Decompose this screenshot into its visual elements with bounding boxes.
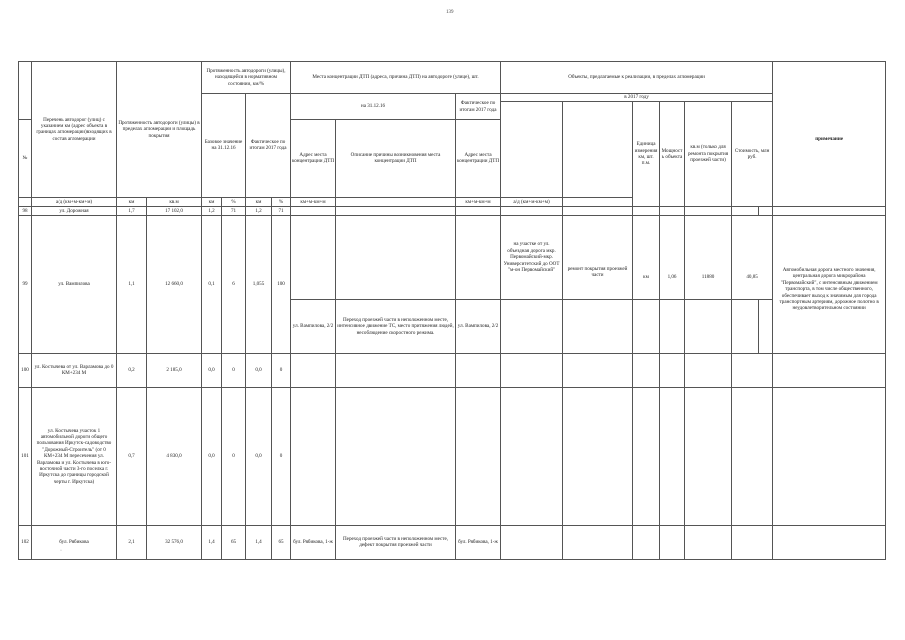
row-99-note: Автомобильная дорога местного значения, центральная дорога микрорайона "Первомайский", с интенсивным движением транспорта, в том числе общественного, обеспечивает выход к значимым для города транспортным артериям, дорожное полотно в неудовлетворительном состоянии <box>773 215 886 353</box>
row-98-base-km: 1,2 <box>202 206 222 215</box>
unit-dtp-addr2: км+м-км+м <box>456 197 501 206</box>
row-99-sqm: 11880 <box>685 215 732 299</box>
row-102-fact-km: 1,4 <box>246 525 272 559</box>
row-99-base-km: 0,1 <box>202 215 222 353</box>
row-102-base-pct: 65 <box>222 525 246 559</box>
row-98-km: 1,7 <box>117 206 147 215</box>
row-102-km: 2,1 <box>117 525 147 559</box>
row-100-fact-pct: 0 <box>272 353 291 387</box>
row-99-no: 99 <box>19 215 32 353</box>
header-obj-addr-top <box>501 102 563 198</box>
row-101-fact-km: 0,0 <box>246 387 272 525</box>
row-102-dtp-addr: бул. Рябикова, 1-ж <box>291 525 336 559</box>
row-101-no: 101 <box>19 387 32 525</box>
row-99-name: ул. Вампилова <box>32 215 117 353</box>
row-101-base-pct: 0 <box>222 387 246 525</box>
row-100-no: 100 <box>19 353 32 387</box>
row-102-name: бул. Рябикова <box>32 525 117 559</box>
header-dtp-addr: Адрес места концентрации ДТП <box>291 120 336 198</box>
row-99-km: 1,1 <box>117 215 147 353</box>
unit-road: а/д (км+м-км+м) <box>32 197 117 206</box>
header-cost: Стоимость, млн руб. <box>732 102 773 207</box>
row-98-no: 98 <box>19 206 32 215</box>
unit-obj-addr: а/д (км+м-км+м) <box>501 197 563 206</box>
row-99-unit: км <box>633 215 660 299</box>
row-100-area: 2 185,0 <box>147 353 202 387</box>
row-99-cost: 40,85 <box>732 215 773 299</box>
row-101-name: ул. Костычева участок 1 автомобильной дороги общего пользования Иркутск-садоводство "Дорожный-Строитель" (от 0 КМ+234 М пересечения ул. Варламова и ул. Костычева в юго-восточной части 3-го поселка г. Иркутска до границы городской черты г. Иркутска) <box>32 387 117 525</box>
row-100-km: 0,2 <box>117 353 147 387</box>
row-99-dtp-addr2: ул. Вампилова, 2/2 <box>456 299 501 353</box>
header-note: примечание <box>773 62 886 207</box>
unit-dtp-desc <box>336 197 456 206</box>
row-100-base-km: 0,0 <box>202 353 222 387</box>
row-98-name: ул. Дорожная <box>32 206 117 215</box>
header-work-top <box>563 102 633 198</box>
row-99-base-pct: 6 <box>222 215 246 353</box>
header-fact-value: Фактическое по итогам 2017 года <box>246 94 291 198</box>
header-objects: Объекты, предлагаемые к реализации, в пределах агломерации <box>501 62 773 94</box>
stray-mark: · <box>60 548 62 554</box>
header-unit: Единица измерения км, шт. п.м. <box>633 102 660 207</box>
row-99-dtp-addr: ул. Вампилова, 2/2 <box>291 299 336 353</box>
row-99-work: ремонт покрытия проезжей части <box>563 215 633 299</box>
row-100-fact-km: 0,0 <box>246 353 272 387</box>
row-98-fact-pct: 71 <box>272 206 291 215</box>
header-power: Мощность объекта <box>660 102 685 207</box>
row-101-fact-pct: 0 <box>272 387 291 525</box>
row-100-name: ул. Костычева от ул. Варламова до 0 КМ+234 М <box>32 353 117 387</box>
row-98-area: 17 102,0 <box>147 206 202 215</box>
unit-fact-pct: % <box>272 197 291 206</box>
header-road-list: Перечень автодорог (улиц) с указанием км (адрес объекта в границах агломерации)входящих в состав агломерации <box>32 62 117 198</box>
row-99-fact-pct: 100 <box>272 215 291 353</box>
row-101-area: 4 830,0 <box>147 387 202 525</box>
header-dtp: Места концентрации ДТП (адреса, причина ДТП) на автодороге (улице), шт. <box>291 62 501 94</box>
roads-table <box>18 61 886 560</box>
row-99-dtp-desc: Переход проезжей части в неположенном месте, интенсивное движение ТС, место притяжения людей, несоблюдение скоростного режима. <box>336 299 456 353</box>
unit-dtp-addr: км+м-км+м <box>291 197 336 206</box>
row-101-base-km: 0,0 <box>202 387 222 525</box>
unit-fact-km: км <box>246 197 272 206</box>
unit-area: кв.м <box>147 197 202 206</box>
row-102-no: 102 <box>19 525 32 559</box>
unit-base-km: км <box>202 197 222 206</box>
page-number: 139 <box>446 10 454 15</box>
row-101-km: 0,7 <box>117 387 147 525</box>
unit-work <box>563 197 633 206</box>
header-no: № <box>19 120 32 198</box>
row-102-fact-pct: 65 <box>272 525 291 559</box>
row-102-dtp-addr2: бул. Рябикова, 1-ж <box>456 525 501 559</box>
header-dtp-fact: Фактическое по итогам 2017 года <box>456 94 501 120</box>
row-98-base-pct: 71 <box>222 206 246 215</box>
row-99-power: 1,06 <box>660 215 685 299</box>
header-norm-state: Протяженность автодороги (улицы), находящейся в нормативном состоянии, км/% <box>202 62 291 94</box>
row-99-obj-addr: на участке от ул. объездная дорога мкр. Первомайский-мкр. Университетский до ООТ "м-он Первомайский" <box>501 215 563 299</box>
row-102-base-km: 1,4 <box>202 525 222 559</box>
row-102-area: 32 576,0 <box>147 525 202 559</box>
unit-empty <box>19 197 32 206</box>
header-year: в 2017 году <box>501 94 773 102</box>
row-99-fact-km: 1,055 <box>246 215 272 353</box>
header-length: Протяженность автодороги (улицы) в пределах агломерации и площадь покрытия <box>117 62 202 198</box>
header-base-value: Базовое значение на 31.12.16 <box>202 94 246 198</box>
header-dtp-desc: Описание причины возникновения места концентрации ДТП <box>336 120 456 198</box>
row-99-area: 12 660,0 <box>147 215 202 353</box>
header-no-top <box>19 62 32 120</box>
row-102-dtp-desc: Переход проезжей части в неположенном месте, дефект покрытия проезжей части <box>336 525 456 559</box>
header-sqm: кв.м (только для ремонта покрытия проезжей части) <box>685 102 732 207</box>
unit-base-pct: % <box>222 197 246 206</box>
header-dtp-date: на 31.12.16 <box>291 94 456 120</box>
header-dtp-addr2: Адрес места концентрации ДТП <box>456 120 501 198</box>
unit-km: км <box>117 197 147 206</box>
row-98-fact-km: 1,2 <box>246 206 272 215</box>
row-100-base-pct: 0 <box>222 353 246 387</box>
